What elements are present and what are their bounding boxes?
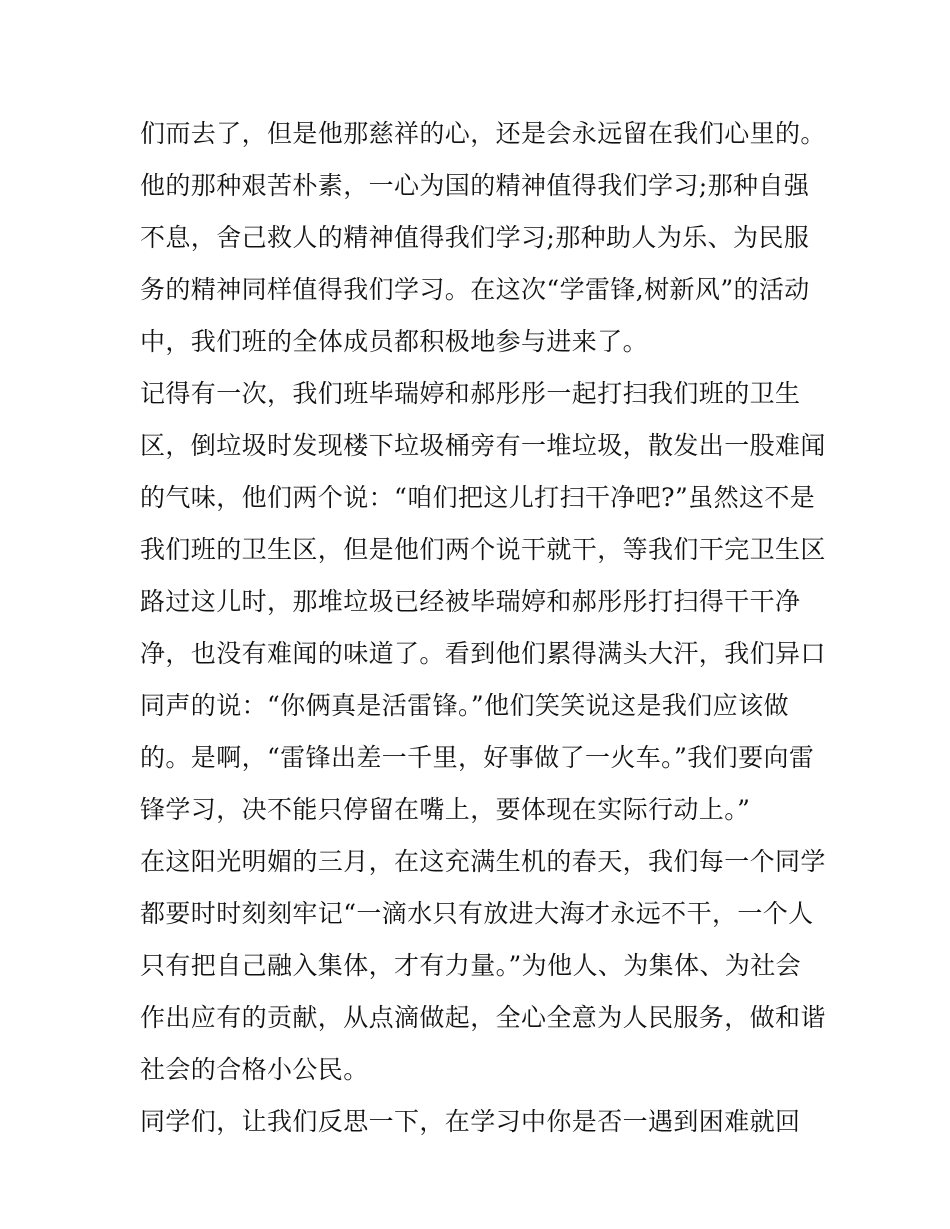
text-line: 他的那种艰苦朴素，一心为国的精神值得我们学习;那种自强: [140, 171, 810, 200]
text-line: 们而去了，但是他那慈祥的心，还是会永远留在我们心里的。: [140, 119, 826, 148]
text-line: 我们班的卫生区，但是他们两个说干就干，等我们干完卫生区: [140, 535, 826, 564]
text-line: 同学们，让我们反思一下，在学习中你是否一遇到困难就回: [140, 1107, 801, 1136]
text-line: 只有把自己融入集体，才有力量。”为他人、为集体、为社会: [140, 951, 802, 980]
text-line: 的气味，他们两个说：“咱们把这儿打扫干净吧?”虽然这不是: [140, 483, 816, 512]
text-line: 净，也没有难闻的味道了。看到他们累得满头大汗，我们异口: [140, 639, 826, 668]
text-line: 记得有一次，我们班毕瑞婷和郝彤彤一起打扫我们班的卫生: [140, 379, 801, 408]
text-line: 务的精神同样值得我们学习。在这次“学雷锋,树新风”的活动: [140, 275, 810, 304]
text-line: 在这阳光明媚的三月，在这充满生机的春天，我们每一个同学: [140, 847, 826, 876]
text-line: 不息，舍己救人的精神值得我们学习;那种助人为乐、为民服: [140, 223, 810, 252]
text-line: 作出应有的贡献，从点滴做起，全心全意为人民服务，做和谐: [140, 1003, 826, 1032]
text-line: 的。是啊，“雷锋出差一千里，好事做了一火车。”我们要向雷: [140, 743, 815, 772]
text-line: 锋学习，决不能只停留在嘴上，要体现在实际行动上。”: [140, 795, 751, 824]
text-line: 区，倒垃圾时发现楼下垃圾桶旁有一堆垃圾，散发出一股难闻: [140, 431, 826, 460]
text-line: 中，我们班的全体成员都积极地参与进来了。: [140, 327, 649, 356]
text-line: 都要时时刻刻牢记“一滴水只有放进大海才永远不干，一个人: [140, 899, 814, 928]
text-line: 同声的说：“你俩真是活雷锋。”他们笑笑说这是我们应该做: [140, 691, 789, 720]
text-line: 路过这儿时，那堆垃圾已经被毕瑞婷和郝彤彤打扫得干干净: [140, 587, 801, 616]
document-body: [140, 108, 830, 1148]
text-line: 社会的合格小公民。: [140, 1055, 369, 1084]
